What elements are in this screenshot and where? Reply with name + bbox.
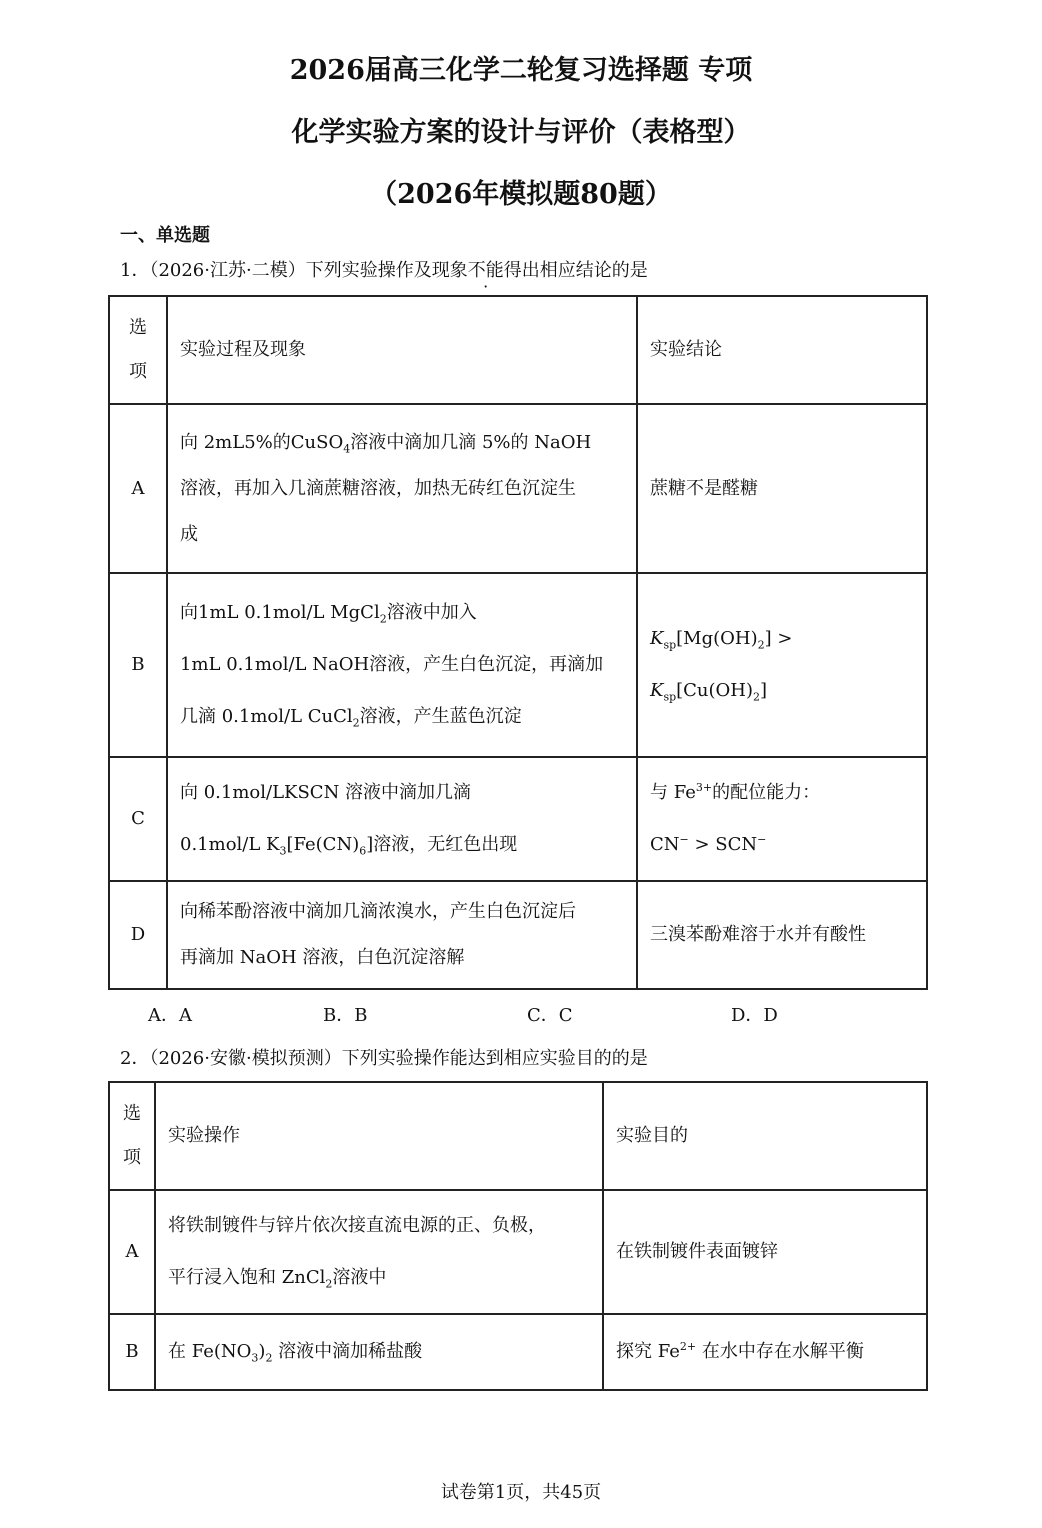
row-option: D — [109, 881, 167, 989]
row-option: B — [109, 573, 167, 757]
title-line-1: 2026届高三化学二轮复习选择题 专项 — [289, 55, 753, 86]
page-footer: 试卷第1页，共45页 — [440, 1482, 602, 1503]
question-1-table — [108, 295, 928, 990]
table-row — [109, 1190, 927, 1314]
table-row — [109, 881, 927, 989]
header-conclusion: 实验结论 — [637, 296, 927, 404]
row-option: C — [109, 757, 167, 881]
row-conclusion: 与 $Fe^{3+}$的配位能力： CN− > SCN− — [637, 757, 927, 881]
row-option: A — [109, 1190, 155, 1314]
question-2-table — [108, 1081, 928, 1391]
question-2-stem: 2．（2026·安徽·模拟预测）下列实验操作能达到相应实验目的的是 — [120, 1048, 648, 1069]
row-process: 向1mL 0.1mol/L MgCl$_2$溶液中加入 1mL 0.1mol/L NaOH溶液，产生白色沉淀，再滴加 几滴 0.1mol/L CuCl$_2$溶液，产生蓝色沉淀 — [167, 573, 637, 757]
choice-d: D．D — [731, 1005, 778, 1026]
table-header-row — [109, 1082, 927, 1190]
choice-b: B．B — [323, 1005, 368, 1026]
title-line-3: （2026年模拟题80题） — [370, 179, 672, 210]
row-operation: 在 $Fe(NO_3)_2$ 溶液中滴加稀盐酸 — [155, 1314, 603, 1390]
table-row — [109, 573, 927, 757]
row-purpose: 在铁制镀件表面镀锌 — [603, 1190, 927, 1314]
row-process: 向稀苯酚溶液中滴加几滴浓溴水，产生白色沉淀后 再滴加 NaOH 溶液，白色沉淀溶解 — [167, 881, 637, 989]
row-process: 向 0.1mol/LKSCN 溶液中滴加几滴 0.1mol/L $K_3[Fe(CN)_6]$溶液，无红色出现 — [167, 757, 637, 881]
table-header-row — [109, 296, 927, 404]
row-conclusion: $K_{sp}[Mg(OH)_2] > K_{sp}[Cu(OH)_2]$ — [637, 573, 927, 757]
header-process: 实验过程及现象 — [167, 296, 637, 404]
row-purpose: 探究 $Fe^{2+}$ 在水中存在水解平衡 — [603, 1314, 927, 1390]
choice-a: A．A — [148, 1005, 192, 1026]
row-conclusion: 蔗糖不是醛糖 — [637, 404, 927, 573]
row-process: 向 2mL5%的CuSO$_4$溶液中滴加几滴 5%的 NaOH 溶液，再加入几滴蔗糖溶液，加热无砖红色沉淀生 成 — [167, 404, 637, 573]
section-label: 一、单选题 — [120, 225, 210, 246]
table-row — [109, 404, 927, 573]
emphasis-text: 不能 — [467, 260, 504, 281]
choice-c: C．C — [527, 1005, 573, 1026]
table-row — [109, 757, 927, 881]
row-option: B — [109, 1314, 155, 1390]
row-conclusion: 三溴苯酚难溶于水并有酸性 — [637, 881, 927, 989]
question-1-stem: 1．（2026·江苏·二模）下列实验操作及现象不能得出相应结论的是 — [120, 260, 648, 281]
table-row — [109, 1314, 927, 1390]
header-option: 选 项 — [109, 296, 167, 404]
row-option: A — [109, 404, 167, 573]
header-option: 选 项 — [109, 1082, 155, 1190]
row-operation: 将铁制镀件与锌片依次接直流电源的正、负极， 平行浸入饱和 ZnCl$_2$溶液中 — [155, 1190, 603, 1314]
header-purpose: 实验目的 — [603, 1082, 927, 1190]
title-line-2: 化学实验方案的设计与评价（表格型） — [291, 117, 751, 148]
header-operation: 实验操作 — [155, 1082, 603, 1190]
